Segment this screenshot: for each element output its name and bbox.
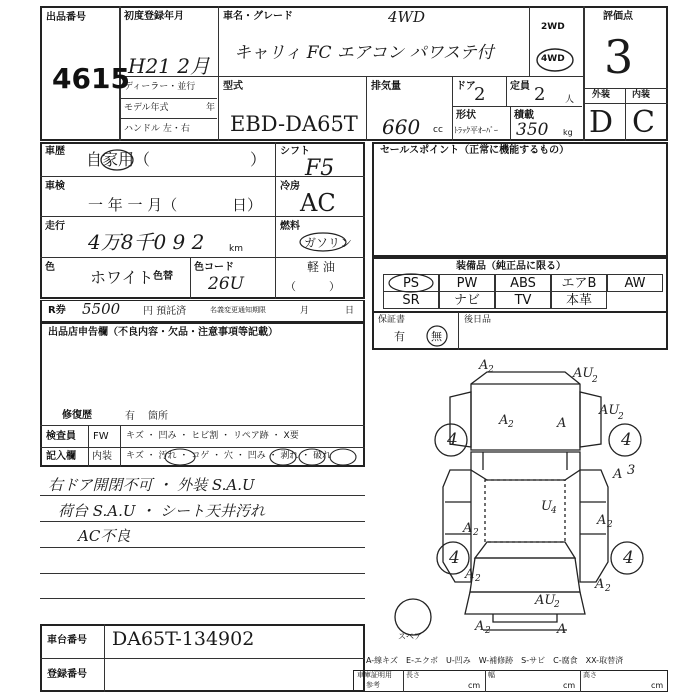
name-change-label: 名義変更通知期限 bbox=[210, 306, 266, 314]
cert-label-1: 車庫証明用 bbox=[357, 671, 392, 679]
load-label: 積載 bbox=[514, 110, 534, 121]
displacement-unit: cc bbox=[433, 125, 443, 135]
first-reg-value: H21 2月 bbox=[128, 54, 210, 78]
equipment-item: ナビ bbox=[439, 291, 495, 309]
repair-has: 有 bbox=[125, 411, 135, 422]
inspector-items: キズ ・ 凹み ・ ヒビ割 ・ リペア跡 ・ X要 bbox=[126, 431, 299, 441]
cert-block bbox=[353, 670, 668, 692]
note-line-3: AC不良 bbox=[78, 527, 131, 545]
drive-4wd-circle bbox=[535, 47, 575, 73]
shape-value: ﾄﾗｯｸ平ｵｰﾊﾞｰ bbox=[454, 126, 498, 135]
exterior-value: D bbox=[589, 105, 614, 140]
equipment-item: エアB bbox=[551, 274, 607, 292]
inspector-label: 検査員 bbox=[46, 431, 76, 442]
recycle-label: R券 bbox=[48, 305, 66, 316]
svg-text:2: 2 bbox=[592, 375, 598, 385]
color-code-value: 26U bbox=[208, 274, 244, 294]
car-name-label: 車名・グレード bbox=[223, 11, 293, 22]
svg-text:AU: AU bbox=[599, 403, 620, 418]
note-line-2: 荷台 S.A.U ・ シート天井汚れ bbox=[58, 502, 266, 520]
inspection-value: 一 年 一 月（ bbox=[88, 196, 178, 214]
handle-label: ハンドル 左・右 bbox=[124, 124, 190, 134]
reg-label: 登録番号 bbox=[47, 669, 87, 680]
equipment-label: 装備品（純正品に限る） bbox=[456, 261, 566, 272]
doors-value: 2 bbox=[474, 84, 486, 105]
grade-value: 3 bbox=[604, 30, 634, 84]
warranty-yes: 有 bbox=[394, 330, 405, 343]
svg-text:4: 4 bbox=[623, 548, 634, 568]
warranty-no-circle bbox=[425, 324, 449, 348]
fill-label: 記入欄 bbox=[46, 451, 76, 462]
recycle-unit: 円 預託済 bbox=[143, 306, 187, 317]
capacity-unit: 人 bbox=[565, 95, 575, 105]
fuel-diesel: 軽 油 bbox=[307, 260, 335, 274]
chassis-value: DA65T-134902 bbox=[112, 628, 255, 650]
equipment-item: ABS bbox=[495, 274, 551, 292]
svg-text:A: A bbox=[463, 521, 473, 536]
spare-label: スペア bbox=[398, 632, 422, 641]
dealer-label: ディーラー・並行 bbox=[124, 82, 196, 92]
name-change-month: 月 bbox=[300, 306, 310, 316]
mileage-label: 走行 bbox=[45, 221, 65, 232]
displacement-value: 660 bbox=[382, 115, 421, 139]
cert-height: 高さ bbox=[583, 671, 597, 679]
first-reg-label: 初度登録年月 bbox=[124, 11, 184, 22]
lot-label: 出品番号 bbox=[46, 12, 86, 23]
note-line-1: 右ドア開閉不可 ・ 外装 S.A.U bbox=[48, 476, 255, 494]
warranty-block bbox=[372, 312, 668, 350]
equipment-item: TV bbox=[495, 291, 551, 309]
history-label: 車歴 bbox=[45, 146, 65, 157]
cert-label-2: 参考 bbox=[366, 681, 380, 689]
sales-point-block bbox=[372, 142, 668, 257]
equipment-item: PS bbox=[383, 274, 439, 292]
recycle-value: 5500 bbox=[82, 300, 121, 318]
cert-length-unit: cm bbox=[468, 681, 481, 690]
ac-label: 冷房 bbox=[280, 181, 300, 192]
svg-text:A: A bbox=[557, 622, 567, 637]
svg-text:2: 2 bbox=[475, 574, 481, 584]
svg-text:4: 4 bbox=[447, 430, 458, 450]
equipment-item: PW bbox=[439, 274, 495, 292]
inspection-label: 車検 bbox=[45, 181, 65, 192]
svg-text:A: A bbox=[465, 567, 475, 582]
svg-text:3: 3 bbox=[627, 463, 636, 478]
cert-height-unit: cm bbox=[651, 681, 664, 690]
svg-text:AU: AU bbox=[573, 366, 594, 381]
drive-2wd: 2WD bbox=[541, 22, 565, 32]
svg-text:2: 2 bbox=[618, 412, 624, 422]
svg-text:2: 2 bbox=[485, 626, 491, 636]
name-change-day: 日 bbox=[345, 306, 355, 316]
exterior-label: 外装 bbox=[592, 90, 611, 100]
fuel-paren: （ ） bbox=[285, 280, 340, 293]
manual-label: 後日品 bbox=[464, 315, 492, 325]
svg-text:AU: AU bbox=[535, 593, 556, 608]
shift-label: シフト bbox=[280, 146, 310, 157]
ac-value: AC bbox=[300, 189, 336, 217]
equipment-item: AW bbox=[607, 274, 663, 292]
capacity-label: 定員 bbox=[510, 81, 530, 92]
chassis-label: 車台番号 bbox=[47, 635, 87, 646]
cert-width: 幅 bbox=[488, 671, 495, 679]
svg-text:4: 4 bbox=[621, 430, 632, 450]
history-circle bbox=[100, 148, 134, 172]
capacity-value: 2 bbox=[534, 84, 546, 105]
svg-text:A: A bbox=[475, 619, 485, 634]
svg-text:A: A bbox=[499, 413, 509, 428]
repair-place: 箇所 bbox=[148, 411, 168, 422]
grade-label: 評価点 bbox=[603, 11, 633, 22]
damage-legend: A-線キズ E-エクボ U-凹み W-補修跡 S-サビ C-腐食 XX-取替済 bbox=[366, 656, 624, 665]
svg-text:2: 2 bbox=[605, 584, 611, 594]
shift-value: F5 bbox=[305, 156, 335, 181]
fill-circles bbox=[150, 447, 360, 467]
fuel-circle bbox=[298, 231, 348, 253]
svg-text:A: A bbox=[557, 416, 567, 431]
model-value: EBD-DA65T bbox=[230, 112, 358, 136]
color-code-label: 色コード bbox=[194, 262, 234, 273]
drive-note: 4WD bbox=[388, 8, 425, 26]
svg-text:2: 2 bbox=[508, 420, 514, 430]
inspector-value: FW bbox=[93, 431, 109, 442]
shape-label: 形状 bbox=[456, 110, 476, 121]
car-name-value: キャリィ FC エアコン パワステ付 bbox=[234, 43, 494, 63]
svg-text:4: 4 bbox=[551, 506, 557, 516]
drive-4wd: 4WD bbox=[541, 54, 565, 64]
model-year-unit: 年 bbox=[206, 103, 216, 113]
model-label: 型式 bbox=[223, 81, 243, 92]
inspection-unit: 日） bbox=[232, 196, 263, 214]
lot-number: 4615 bbox=[52, 62, 130, 95]
fuel-label: 燃料 bbox=[280, 221, 300, 232]
svg-text:U: U bbox=[541, 499, 552, 514]
interior-label: 内装 bbox=[632, 90, 651, 100]
vehicle-diagram bbox=[375, 352, 675, 652]
load-value: 350 bbox=[516, 120, 549, 140]
warranty-label: 保証書 bbox=[378, 315, 406, 325]
fill-value: 内装 bbox=[92, 451, 112, 462]
displacement-label: 排気量 bbox=[371, 81, 401, 92]
cert-width-unit: cm bbox=[563, 681, 576, 690]
equipment-item: SR bbox=[383, 291, 439, 309]
history-close: ） bbox=[250, 150, 267, 169]
mileage-value: 4万8千0 9 2 bbox=[88, 230, 205, 254]
svg-text:A: A bbox=[613, 467, 623, 482]
warranty-no: 無 bbox=[431, 330, 442, 343]
fuel-gasoline: ガソリン bbox=[304, 236, 353, 250]
svg-text:A: A bbox=[597, 513, 607, 528]
color-label: 色 bbox=[45, 262, 55, 273]
svg-text:A: A bbox=[479, 358, 489, 373]
mileage-unit: km bbox=[229, 244, 243, 254]
svg-text:2: 2 bbox=[607, 520, 613, 530]
color-value: ホワイト bbox=[90, 268, 154, 287]
model-year-label: モデル年式 bbox=[124, 103, 169, 113]
sales-point-label: セールスポイント（正常に機能するもの） bbox=[380, 145, 570, 156]
doors-label: ドア bbox=[456, 81, 476, 92]
color-change-label: 色替 bbox=[153, 271, 173, 282]
svg-text:2: 2 bbox=[554, 600, 560, 610]
svg-text:2: 2 bbox=[488, 365, 494, 375]
svg-text:4: 4 bbox=[449, 548, 460, 568]
ps-circle bbox=[386, 272, 436, 294]
history-value: 自家用（ bbox=[86, 150, 151, 169]
repair-label: 修復歴 bbox=[62, 410, 92, 421]
load-unit: kg bbox=[563, 128, 573, 137]
cert-length: 長さ bbox=[406, 671, 420, 679]
interior-value: C bbox=[632, 105, 655, 140]
svg-text:2: 2 bbox=[473, 528, 479, 538]
report-label: 出品店申告欄（不良内容・欠品・注意事項等記載） bbox=[48, 327, 278, 338]
svg-text:A: A bbox=[595, 577, 605, 592]
equipment-item: 本革 bbox=[551, 291, 607, 309]
fill-items: キズ ・ 汚れ ・ コゲ ・ 穴 ・ 凹み ・ 剥れ ・ 破れ bbox=[126, 451, 332, 461]
